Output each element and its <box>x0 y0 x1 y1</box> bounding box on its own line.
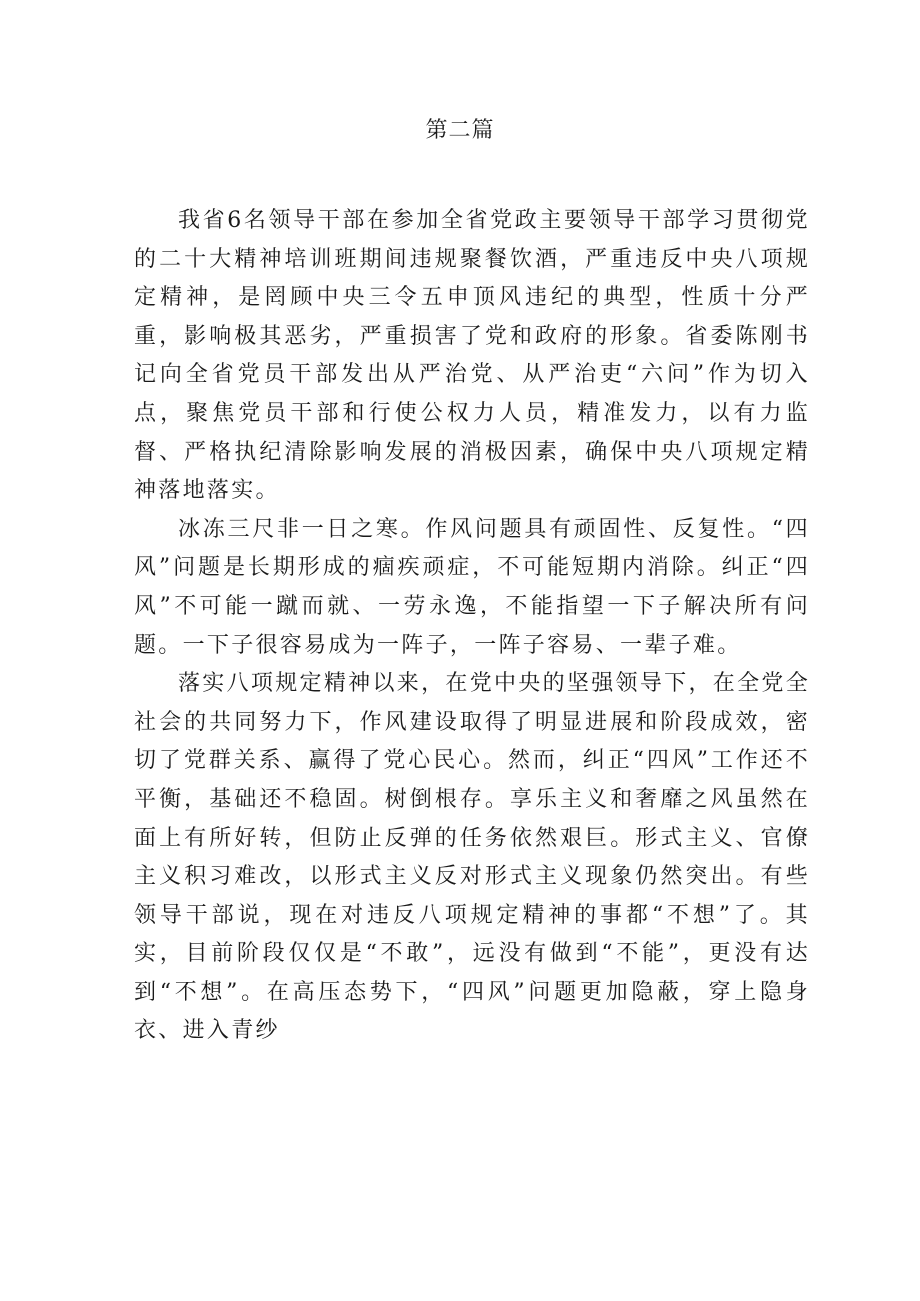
document-title: 第二篇 <box>425 118 495 143</box>
paragraph-2: 冰冻三尺非一日之寒。作风问题具有顽固性、反复性。“四风”问题是长期形成的痼疾顽症，不可能短期内消除。纠正“四风”不可能一蹴而就、一劳永逸，不能指望一下子解决所有问题。一下子很容易成为一阵子，一阵子容易、一辈子难。 <box>134 516 810 658</box>
paragraph-1: 我省6名领导干部在参加全省党政主要领导干部学习贯彻党的二十大精神培训班期间违规聚餐饮酒，严重违反中央八项规定精神，是罔顾中央三令五申顶风违纪的典型，性质十分严重，影响极其恶劣，严重损害了党和政府的形象。省委陈刚书记向全省党员干部发出从严治党、从严治吏“六问”作为切入点，聚焦党员干部和行使公权力人员，精准发力，以有力监督、严格执纪清除影响发展的消极因素，确保中央八项规定精神落地落实。 <box>134 208 810 504</box>
paragraph-3: 落实八项规定精神以来，在党中央的坚强领导下，在全党全社会的共同努力下，作风建设取得了明显进展和阶段成效，密切了党群关系、赢得了党心民心。然而，纠正“四风”工作还不平衡，基础还不稳固。树倒根存。享乐主义和奢靡之风虽然在面上有所好转，但防止反弹的任务依然艰巨。形式主义、官僚主义积习难改，以形式主义反对形式主义现象仍然突出。有些领导干部说，现在对违反八项规定精神的事都“不想”了。其实，目前阶段仅仅是“不敢”，远没有做到“不能”，更没有达到“不想”。在高压态势下，“四风”问题更加隐蔽，穿上隐身衣、进入青纱 <box>134 671 810 1044</box>
document-body <box>134 202 810 1051</box>
